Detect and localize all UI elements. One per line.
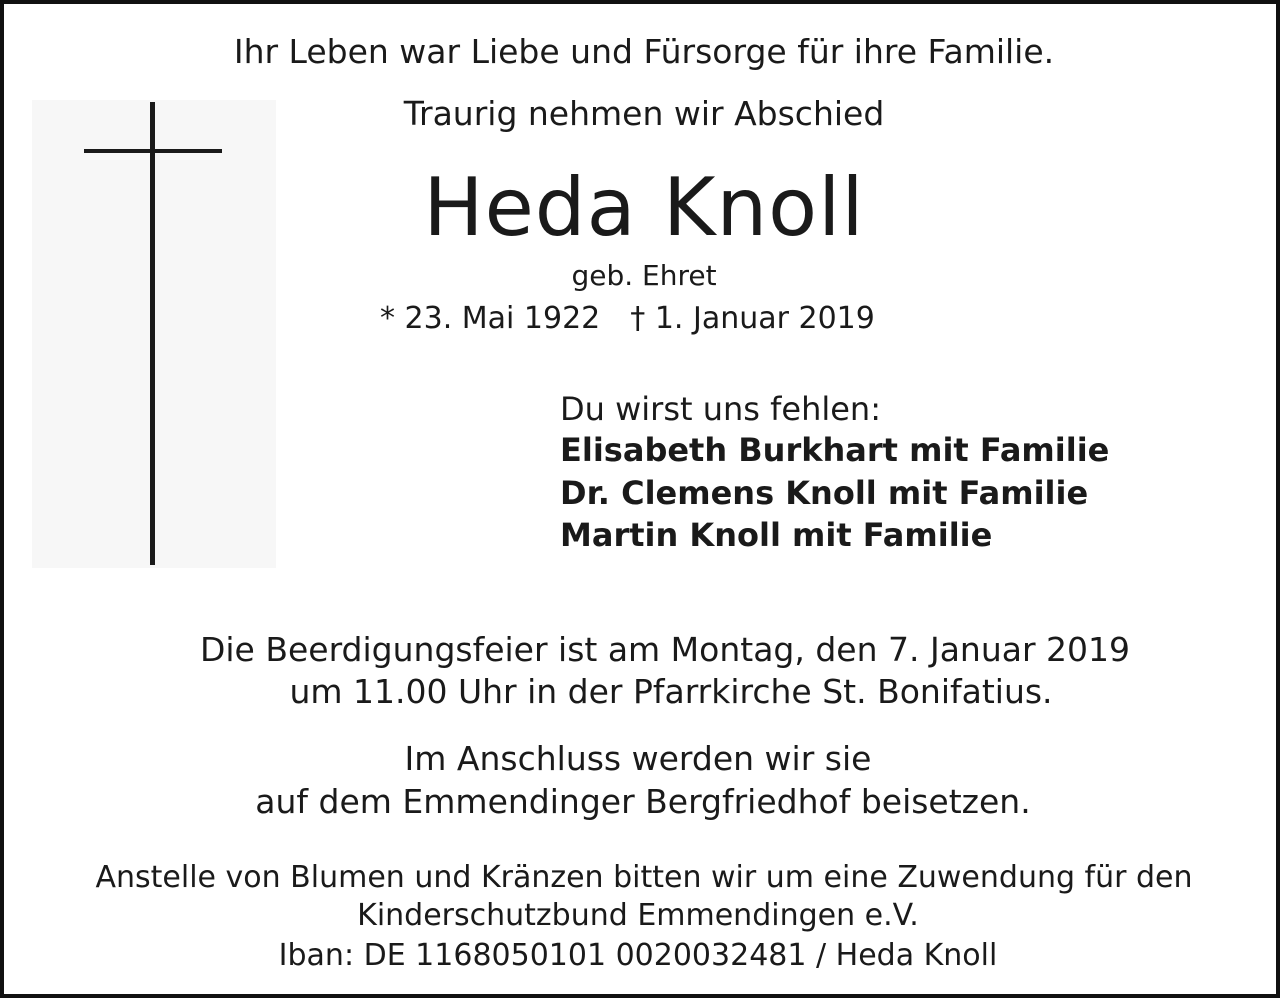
farewell-intro: Traurig nehmen wir Abschied [403, 94, 885, 133]
mourner-name: Martin Knoll mit Familie [560, 516, 993, 554]
birth-date: * 23. Mai 1922 [380, 301, 601, 336]
deceased-name: Heda Knoll [423, 161, 865, 254]
donation-iban-line: Iban: DE 1168050101 0020032481 / Heda Knoll [278, 938, 998, 973]
birth-name: geb. Ehret [571, 259, 717, 292]
donation-recipient-line: Kinderschutzbund Emmendingen e.V. [357, 898, 919, 933]
death-date: † 1. Januar 2019 [630, 301, 875, 336]
life-dates [380, 301, 875, 336]
mourners-heading: Du wirst uns fehlen: [560, 390, 881, 428]
funeral-place-line: um 11.00 Uhr in der Pfarrkirche St. Bonifatius. [289, 672, 1053, 711]
mourner-name: Elisabeth Burkhart mit Familie [560, 431, 1110, 469]
burial-line-1: Im Anschluss werden wir sie [404, 739, 872, 778]
motto-line: Ihr Leben war Liebe und Fürsorge für ihre Familie. [233, 32, 1055, 71]
mourner-name: Dr. Clemens Knoll mit Familie [560, 474, 1089, 512]
burial-line-2: auf dem Emmendinger Bergfriedhof beisetzen. [255, 782, 1031, 821]
funeral-date-line: Die Beerdigungsfeier ist am Montag, den 7. Januar 2019 [199, 630, 1131, 669]
donation-request-line: Anstelle von Blumen und Kränzen bitten wir um eine Zuwendung für den [95, 860, 1193, 895]
